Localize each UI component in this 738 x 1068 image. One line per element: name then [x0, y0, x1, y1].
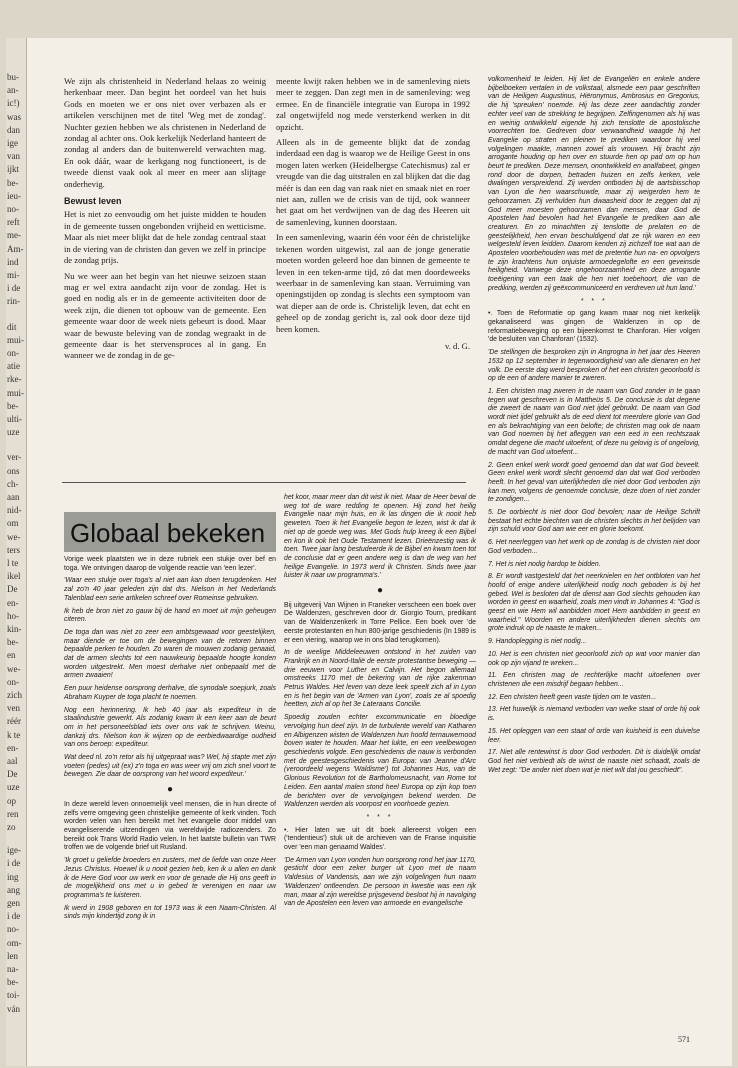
subheading: Bewust leven: [64, 196, 122, 207]
section-heading-box: [64, 512, 276, 552]
adjacent-text-fragment: ters: [7, 544, 20, 555]
adjacent-text-fragment: be-: [7, 637, 19, 648]
adjacent-text-fragment: an-: [7, 85, 19, 96]
quote-paragraph: 1. Een christen mag zweren in de naam van God zonder in te gaan tegen wat geschreven is in Mattheüs 5. De conclusie is dat degene die zweert de naam van God niet ijdel gebruikt. De naam van God wordt niet ijdel gebruikt als de eed dient tot meerdere glorie van God en als bekrachtiging van een belofte; de christen mag ook de naam van God noemen bij het afleggen van een eed in een rechtszaak omdat degene die macht uitoefent, of deze nu gelovig is of ongelovig, de macht van God uitoefent...: [488, 387, 700, 456]
adjacent-text-fragment: bu-: [7, 72, 19, 82]
adjacent-text-fragment: be-: [7, 977, 19, 988]
adjacent-text-fragment: ván: [7, 1003, 20, 1014]
adjacent-text-fragment: i de: [7, 911, 21, 922]
quote-paragraph: het koor, maar meer dan dit wist ik niet. Maar de Heer beval de weg tot de ware redding te openen. Hij zond het heilig Evangelie naar mijn huis, en ik las dingen die ik nooit heb geweten. Toen ik het Evangelie begon te lezen, wist ik dat ik niet op de goede weg was. Met Gods hulp kreeg ik een Bijbel en kon ik ook het Oude Testament lezen. Drieënzestig was ik toen. Twee jaar lang bestudeerde ik de Bijbel en kwam toen tot de conclusie dat er geen andere weg is dan de weg van het heilige Evangelie. In 1973 werd ik Christen. Sinds twee jaar luister ik naar uw programma's.': [284, 494, 476, 580]
globaal-column-middle: [284, 494, 476, 913]
quote-paragraph: 'De stellingen die besproken zijn in Angrogna in het jaar des Heeren 1532 op 12 september in tegenwoordigheid van alle dienaren en het volk. De eerste dag werd besproken of het een christen geoorloofd is op de een of andere manier te zweren.: [488, 349, 700, 383]
quote-paragraph: In de weelige Middeleeuwen ontstond in het zuiden van Frankrijk en in Noord-Italië de eerste protestantse beweging — drie eeuwen voor Luther en Calvijn. Het begon allemaal omstreeks 1170 met de bekering van de rijke zakenman Petrus Waldes. Het leven van deze leek speelt zich af in Lyon en is het begin van de 'Armen van Lyon', zoals ze al spoedig heetten, zich al op het 3e Lateraans Concilie.: [284, 649, 476, 709]
quote-paragraph: 5. De oorbiecht is niet door God bevolen; naar de Heilige Schrift bestaat het echte biechten van de christen slechts in het belijden van zijn schuld voor God aan wie eer en glorie toekomt.: [488, 509, 700, 534]
adjacent-text-fragment: ige: [7, 138, 18, 148]
adjacent-text-fragment: om: [7, 518, 19, 529]
adjacent-text-fragment: atie: [7, 361, 20, 372]
magazine-page: [6, 38, 732, 1066]
adjacent-text-fragment: en-: [7, 597, 19, 608]
adjacent-text-fragment: uze: [7, 427, 20, 438]
adjacent-text-fragment: ulti-: [7, 414, 22, 424]
adjacent-text-fragment: dan: [7, 124, 20, 135]
adjacent-text-fragment: no-: [7, 204, 19, 214]
quote-paragraph: Ik heb de bron niet zo gauw bij de hand en moet uit mijn geheugen citeren.: [64, 607, 276, 624]
adjacent-text-fragment: ven: [7, 703, 20, 714]
paragraph: Bij uitgeverij Van Wijnen in Franeker verscheen een boek over De Waldenzen, geschreven door dr. Giorgio Tourn, predikant van de Waldenzenkerk in Torre Pellice. Een boek over 'de eerste protestanten en hun 800-jarige geschiedenis (In 1989 is er een viering, waarop we in ons blad terugkomen).: [284, 601, 476, 644]
paragraph: Nu we weer aan het begin van het nieuwe seizoen staan mag er wel extra aandacht zijn voor de zondag. Het is goed en nodig als er in de gemeente activiteiten door de week zijn, die dienen tot opbouw van de gemeente. Een gemeente waar door de week niets gebeurt is dood. Maar waar de bewuste beleving van de zondag wegraakt in de gemeente daar is het stervensproces al in gang. En wanneer we de zondag in de ge-: [64, 270, 266, 361]
adjacent-text-fragment: ang: [7, 884, 20, 895]
quote-paragraph: 'Ik groet u geliefde broeders en zusters, met de liefde van onze Heer Jezus Christus. Hoewel ik u nooit gezien heb, ken ik u allen en dank ik de Here God voor uw werk en voor de genade die Hij ons geeft in de mogelijkheid ons met u in gebed te verenigen en naar uw programma's te luisteren.: [64, 857, 276, 899]
adjacent-text-fragment: ch-: [7, 478, 19, 489]
quote-paragraph: 6. Het neerleggen van het werk op de zondag is de christen niet door God verboden...: [488, 539, 700, 555]
quote-paragraph: 'Waar een stukje over toga's al niet aan kan doen terugdenken. Het zal zo'n 40 jaar geleden zijn dat drs. Nielson in het Nederlands Talenblad een serie artikelen schreef over Romeinse gebruiken.: [64, 577, 276, 602]
paragraph: Het is niet zo eenvoudig om het juiste midden te houden in de gemeente tussen ongebonden vrijheid en wetticisme. Maar als niet meer blijkt dat de hele zondag centraal staat in de viering van de christen dan geven we zelf in principe de zondag prijs.: [64, 209, 266, 266]
quote-paragraph: 'De Armen van Lyon vonden hun oorsprong rond het jaar 1170, gesticht door een zeker burger uit Lyon met de naam Valdesius of Vandensis, aan wie zijn volgelingen hun naam 'Waldenzen' ontleenden. De persoon in kwestie was een rijk man, maar al zijn wereldse prijsgevend besloot hij in navolging van de Apostelen een leven van armoede en evangelische: [284, 856, 476, 908]
paragraph: •. Toen de Reformatie op gang kwam maar nog niet kerkelijk gekanaliseerd was gingen de Waldenzen in op de reformatiebeweging op een bijeenkomst te Chanforan. Hier volgen 'de besluiten van Chanforan' (1532).: [488, 310, 700, 344]
adjacent-text-fragment: op: [7, 795, 16, 806]
adjacent-text-fragment: De: [7, 584, 18, 595]
bullet-separator: ●: [376, 585, 384, 597]
globaal-column-left: [64, 556, 276, 926]
quote-paragraph: 10. Het is een christen niet geoorloofd zich op wat voor manier dan ook op zijn vijand te wreken...: [488, 650, 700, 667]
adjacent-text-fragment: rke-: [7, 374, 22, 385]
quote-paragraph: 8. Er wordt vastgesteld dat het neerknielen en het ontbloten van het hoofd of enige andere uiterlijkheid nodig noch geboden is bij het gebed. Wel is besloten dat de dienst aan God slechts gehouden kan worden in geest en waarheid, zoals men vindt in Johannes 4: "God is geest en wie Hem wil aanbidden moet Hem aanbidden in geest en waarheid." Woorden en andere uiterlijkheden dienen slechts om grote indruk op de naaste te maken...: [488, 573, 700, 633]
author-signature: v. d. G.: [445, 340, 470, 351]
section-title: Globaal bekeken: [70, 518, 266, 548]
adjacent-text-fragment: nid-: [7, 505, 22, 516]
adjacent-text-fragment: De: [7, 769, 18, 780]
page-number: 571: [678, 1035, 690, 1044]
adjacent-text-fragment: ige-: [7, 845, 21, 856]
adjacent-text-fragment: ren: [7, 808, 19, 819]
adjacent-text-fragment: be-: [7, 400, 19, 411]
intro-paragraph: Vorige week plaatsten we in deze rubriek een stukje over bef en toga. We ontvingen daarop de volgende reactie van 'een lezer'.: [64, 556, 276, 572]
quote-paragraph: Nog een herinnering. Ik heb 40 jaar als expediteur in de staalindustrie gewerkt. Als zodanig kwam ik een keer aan de beurt om in het personeelsblad iets over ons vak te schrijven. Weinu, dankzij drs. Nielson kon ik wijzen op de eerbiedwaardige oudheid van ons beroep: expediteur.: [64, 706, 276, 749]
adjacent-text-fragment: on-: [7, 348, 19, 358]
adjacent-text-fragment: mi-: [7, 270, 20, 280]
adjacent-text-fragment: l te: [7, 558, 19, 568]
adjacent-text-fragment: mui-: [7, 334, 24, 345]
section-stars: * * *: [366, 813, 394, 821]
section-divider: [62, 482, 466, 483]
paragraph: meente kwijt raken hebben we in de samenleving niets meer te zeggen. Dan zegt men in de samenleving: weg ermee. En de financiële integratie van Europa in 1992 zal ongetwijfeld nog mede versterkend werken in dit opzicht.: [276, 76, 470, 132]
quote-paragraph: 17. Niet alle rentewinst is door God verboden. Dit is duidelijk omdat God het niet verbiedt als de winst de naaste niet schaadt, zoals de Wet zegt: "De ander niet doen wat je niet wilt dat jou geschiedt".: [488, 749, 700, 774]
quote-paragraph: 2. Geen enkel werk wordt goed genoemd dan dat wat God beveelt. Geen enkel werk wordt slecht genoemd dan dat wat God verboden heeft. In het geval van uiterlijkheden die niet door God verboden zijn kan men, volgens de genoemde conclusie, deze doen of niet zonder te zondigen...: [488, 461, 700, 504]
paragraph: We zijn als christenheid in Nederland helaas zo weinig herkenbaar meer. Dan begint het oordeel van het huis Gods en moeten we er ons niet over verbazen als er artikelen verschijnen met de titel 'Weg met de zondag'. Nuchter gezien hebben we als christenen in Nederland de zondag al achter ons. Ook kerkelijk Nederland hanteert de zondag al anders dan de buitenwereld verwachten mag. En ook dáár, waar de kerkgang nog functioneert, is de tweede dienst vaak ook al meer en meer aan slijtage onderhevig.: [64, 76, 266, 189]
adjacent-text-fragment: i de: [7, 283, 21, 294]
paragraph: •. Hier laten we uit dit boek allereerst volgen een ('tendentieus') stuk uit de archieven van de Franse inquisitie over 'een man genaamd Waldes'.: [284, 826, 476, 852]
adjacent-text-fragment: toi-: [7, 990, 20, 1001]
section-stars: * * *: [580, 297, 608, 305]
adjacent-text-fragment: be-: [7, 177, 19, 188]
adjacent-text-fragment: en: [7, 650, 16, 661]
adjacent-text-fragment: reft: [7, 217, 20, 228]
quote-paragraph: 9. Handoplegging is niet nodig...: [488, 638, 587, 646]
adjacent-text-fragment: ieu-: [7, 190, 21, 201]
adjacent-text-fragment: ver-: [7, 452, 22, 463]
adjacent-text-fragment: gen: [7, 898, 20, 908]
paragraph: In een samenleving, waarin één voor één de christelijke tekenen worden uitgewist, zal aan de jonge generatie moeten worden geleerd hoe dan binnen de gemeente te leven in een teken-arme tijd, zó dat men doordeweeks weerbaar in de samenleving kan staan. Verruiming van openingstijden op zondag is slechts een symptoom van wat dieper aan de orde is. Christelijk leven, dat echt en geheel op de zondag gericht is, zal ook door deze tijd heen komen.: [276, 232, 470, 334]
adjacent-text-fragment: zich: [7, 690, 22, 700]
adjacent-text-fragment: ic!): [7, 98, 20, 109]
adjacent-text-fragment: i de: [7, 858, 21, 869]
adjacent-text-fragment: ho-: [7, 610, 19, 621]
bullet-separator: ●: [166, 784, 174, 796]
quote-paragraph: 15. Het opleggen van een staat of orde van kuisheid is een duivelse leer.: [488, 727, 700, 744]
quote-paragraph: Ik werd in 1908 geboren en tot 1973 was ik een Naam-Christen. Al sinds mijn kindertijd zong ik in: [64, 904, 276, 921]
adjacent-text-fragment: was: [7, 111, 21, 122]
article-column-3: [488, 76, 700, 779]
quote-paragraph: 12. Een christen heeft geen vaste tijden om te vasten...: [488, 693, 657, 701]
adjacent-text-fragment: ind: [7, 256, 19, 267]
article-column-1: [64, 76, 266, 366]
adjacent-text-fragment: ikel: [7, 571, 21, 582]
adjacent-text-fragment: k te: [7, 729, 21, 740]
adjacent-text-fragment: Am-: [7, 243, 24, 254]
adjacent-text-fragment: ijkt: [7, 164, 20, 175]
quote-paragraph: Spoedig zouden echter excommunicatie en bloedige vervolging hun deel zijn. In de turbulente wereld van Katharen en Albigenzen wisten de Waldenzen hun hoofd ternauwernood boven water te houden. Maar het lukte, en een veelbewogen geschiedenis volgde. Een geschiedenis die nauw is verbonden met de geestesgeschiedenis van Europa: van Jeanne d'Arc (veroordeeld wegens 'Waldisme') tot Johannes Hus, van de Glorious Revolution tot de Bartholomeusnacht, van Rome tot Leiden. Een aantal malen stond heel Europa op zijn kop toen de berichten over de vervolgingen bekend werden. De Waldenzen werden als voorpost en voorhoede gezien.: [284, 714, 476, 809]
adjacent-text-fragment: no-: [7, 924, 19, 935]
adjacent-text-fragment: we-: [7, 663, 21, 674]
adjacent-text-fragment: ing: [7, 871, 19, 882]
adjacent-text-fragment: réér: [7, 716, 21, 727]
quote-paragraph: 7. Het is niet nodig hardop te bidden.: [488, 560, 601, 568]
adjacent-text-fragment: dit: [7, 321, 17, 332]
adjacent-text-fragment: van: [7, 151, 20, 162]
adjacent-text-fragment: en-: [7, 742, 19, 753]
adjacent-text-fragment: kin-: [7, 624, 22, 634]
quote-paragraph: Een puur heidense oorsprong derhalve, die synodale soepjurk, zoals Abraham Kuyper de toga placht te noemen.: [64, 685, 276, 701]
article-column-2: [276, 76, 470, 352]
paragraph: Alleen als in de gemeente blijkt dat de zondag inderdaad een dag is waarop we de Heilige Geest in ons mogen laten werken (Heidelbergse Catechismus) zal er vreugde van die dag uitstralen en zal blijken dat die dag méér is dan een dag van raak niet en smaak niet en roer niet aan, zullen we de crisis van de tijd, ook wanneer het gaat om het verdwijnen van de dag des Heeren uit de samenleving, kunnen doorstaan.: [276, 137, 470, 227]
adjacent-text-fragment: mui-: [7, 387, 24, 398]
adjacent-text-fragment: on-: [7, 676, 19, 687]
adjacent-text-fragment: aan: [7, 492, 20, 502]
quote-paragraph: 11. Een christen mag de rechterlijke macht uitoefenen over christenen die een misdrijf begaan hebben...: [488, 672, 700, 688]
quote-paragraph: Wat deed nl. zo'n retor als hij uitgepraat was? Wel, hij stapte met zijn voeten (pedes) uit (ex) z'n toga en was weer vrij om zich snel voort te bewegen. Zie daar de oorsprong van het woord expediteur.': [64, 754, 276, 779]
adjacent-text-fragment: me-: [7, 230, 21, 241]
quote-paragraph: De toga dan was niet zo zeer een ambtsgewaad voor geestelijken, maar diende er toe om de bewegingen van de retoren binnen bepaalde perken te houden. Zo waren de mouwen zodanig genaaid, dat de armen slechts tot een nauwkeurig bepaalde hoogte konden worden uitgestrekt. Men moest derhalve niet onbepaald met de armen zwaaien!: [64, 628, 276, 680]
adjacent-text-fragment: we-: [7, 531, 21, 542]
adjacent-text-fragment: rin-: [7, 296, 20, 307]
adjacent-text-fragment: om-: [7, 937, 22, 948]
adjacent-page-strip: [6, 38, 27, 1066]
adjacent-text-fragment: na-: [7, 964, 19, 974]
adjacent-text-fragment: zo: [7, 822, 16, 832]
paragraph: In deze wereld leven onnoemelijk veel mensen, die in hun directe of zelfs verre omgeving geen christelijke gemeente of kerk vinden. Toch worden velen van hen bereikt met het evangelie door middel van evangeliserende uitzendingen via wereldwijde radiozenders. Zo bereikt ook Trans World Radio velen. In het laatste bulletin van TWR troffen we de volgende brief uit Rusland.: [64, 800, 276, 852]
quote-paragraph: volkomenheid te leiden. Hij liet de Evangeliën en enkele andere bijbelboeken vertalen in de volkstaal, alsmede een paar geschriften van de Heiligen Augustinus, Hiëronymus, Ambrosius en Gregorius, die hij 'spreuken' noemde. Hij las deze zeer aandachtig zonder echter veel van de strekking te begrijpen. Zelfingenomen als hij was en weinig ontwikkeld eigende hij zich tenslotte de apostolische voorrechten toe. Gedreven door verwaandheid waagde hij het Evangelie op straten en pleinen te prediken waardoor hij veel volgelingen maakte, mannen zowel als vrouwen. Hij bracht zijn arrogante houding op hen over en stuurde hen op pad om op hun beurt te prediken. Deze mensen, onontwikkeld en analfabeet, gingen rond door de dorpen, betraden huizen en zelfs kerken, vele dwalingen verspreidend. Zij werden ontboden bij de aartsbisschop van Lyon die hen waarschuwde, maar zij weigerden hem te gehoorzamen. Zij verhulden hun dwaasheid door te zeggen dat zij God meer moesten gehoorzamen dan mensen, daar God de Apostelen had bevolen had het Evangelie te prediken aan alle creaturen. En zo minachtten zij tenslotte de prelaten en de geestelijkheid, hen ervan beschuldigend dat ze rijk waren en een welgesteld leven leidden. Daarom kenden zij zichzelf toe wat aan de Apostelen voorbehouden was met de pretentie hun na- en opvolgers te zijn krachtens hun onjuiste armoedegelofte en een geveinsde heiligheid. Vanwege deze ongehoorzaamheid en deze arrogante toeëigening van een taak die hen niet toebehoort, die van de prediking, werden zij geëxcommuniceerd en verdreven uit hun land.': [488, 76, 700, 292]
adjacent-text-fragment: len: [7, 950, 18, 961]
quote-paragraph: 13. Het huwelijk is niemand verboden van welke staat of orde hij ook is.: [488, 706, 700, 723]
adjacent-text-fragment: ons: [7, 465, 20, 476]
adjacent-text-fragment: uze: [7, 782, 20, 793]
adjacent-text-fragment: aal: [7, 756, 18, 766]
